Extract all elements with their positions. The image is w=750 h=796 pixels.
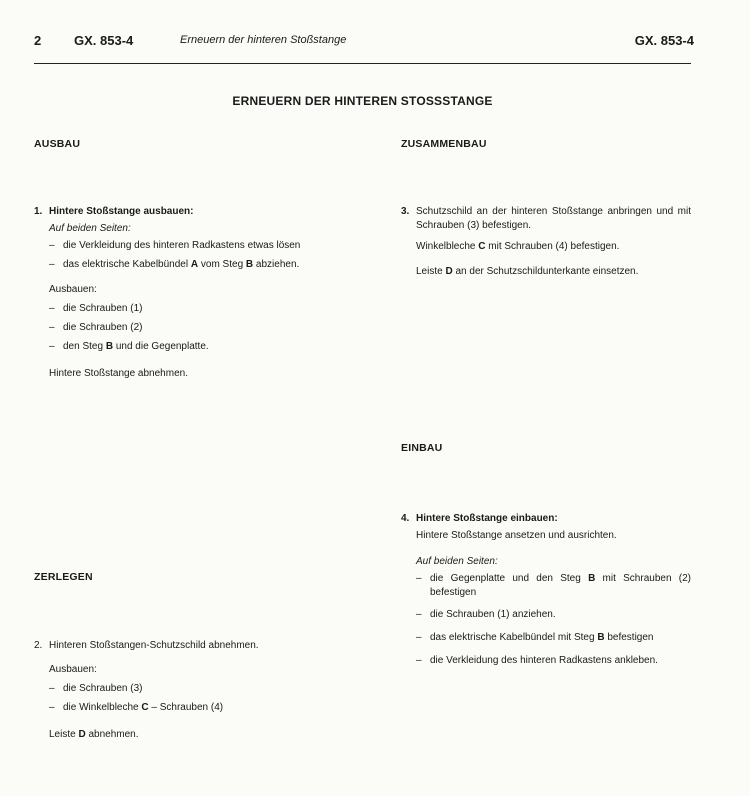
step-2-title: Hinteren Stoßstangen-Schutzschild abnehmen. [49, 640, 259, 651]
step-3-para-3: Leiste D an der Schutzschildunterkante einsetzen. [416, 266, 639, 277]
step-4-item-2: – die Schrauben (1) anziehen. [416, 608, 691, 622]
step-4-item-4: – die Verkleidung des hinteren Radkastens ankleben. [416, 654, 691, 668]
step-1-final: Hintere Stoßstange abnehmen. [49, 368, 188, 379]
step-1 [34, 205, 329, 381]
step-2-final: Leiste D abnehmen. [49, 729, 139, 740]
step-3-para-2: Winkelbleche C mit Schrauben (4) befestigen. [416, 241, 620, 252]
step-1-item-1: – die Verkleidung des hinteren Radkastens etwas lösen [49, 239, 329, 253]
step-1-sides-label: Auf beiden Seiten: [49, 223, 131, 234]
step-3-number: 3. [401, 206, 410, 217]
step-1-ausbauen-label: Ausbauen: [49, 284, 97, 295]
step-4-item-3: – das elektrische Kabelbündel mit Steg B befestigen [416, 631, 691, 645]
step-1-title [34, 205, 329, 219]
step-4 [401, 512, 691, 668]
step-4-title-text: Hintere Stoßstange einbauen: [416, 513, 558, 524]
section-heading-einbau: EINBAU [401, 442, 443, 454]
header-rule [34, 63, 691, 64]
step-4-sides-label: Auf beiden Seiten: [416, 556, 498, 567]
page-number: 2 [34, 33, 42, 48]
step-1-item-3: – die Schrauben (1) [49, 302, 329, 316]
step-4-title [401, 512, 691, 526]
step-2-item-1: – die Schrauben (3) [49, 682, 334, 696]
running-title: Erneuern der hinteren Stoßstange [180, 34, 347, 46]
step-3-text: Schutzschild an der hinteren Stoßstange anbringen und mit Schrauben (3) befestigen. [416, 206, 691, 231]
step-1-item-2: – das elektrische Kabelbündel A vom Steg B abziehen. [49, 258, 329, 272]
section-heading-ausbau: AUSBAU [34, 138, 81, 150]
doc-code-left: GX. 853-4 [74, 33, 134, 48]
step-1-item-4: – die Schrauben (2) [49, 321, 329, 335]
doc-code-right: GX. 853-4 [634, 33, 694, 48]
step-2-ausbauen-label: Ausbauen: [49, 664, 97, 675]
page-title: ERNEUERN DER HINTEREN STOSSSTANGE [232, 94, 493, 108]
step-4-para-1: Hintere Stoßstange ansetzen und ausrichten. [416, 530, 617, 541]
step-4-number: 4. [401, 513, 410, 524]
section-heading-zusammenbau: ZUSAMMENBAU [401, 138, 487, 150]
step-2-number: 2. [34, 640, 43, 651]
step-4-item-1: – die Gegenplatte und den Steg B mit Schrauben (2) befestigen [416, 572, 691, 600]
step-2 [34, 639, 334, 742]
step-3 [401, 205, 691, 279]
step-2-item-2: – die Winkelbleche C – Schrauben (4) [49, 701, 334, 715]
step-1-number: 1. [34, 206, 43, 217]
step-1-item-5: – den Steg B und die Gegenplatte. [49, 340, 329, 354]
section-heading-zerlegen: ZERLEGEN [34, 571, 93, 583]
step-1-title-text: Hintere Stoßstange ausbauen: [49, 206, 194, 217]
